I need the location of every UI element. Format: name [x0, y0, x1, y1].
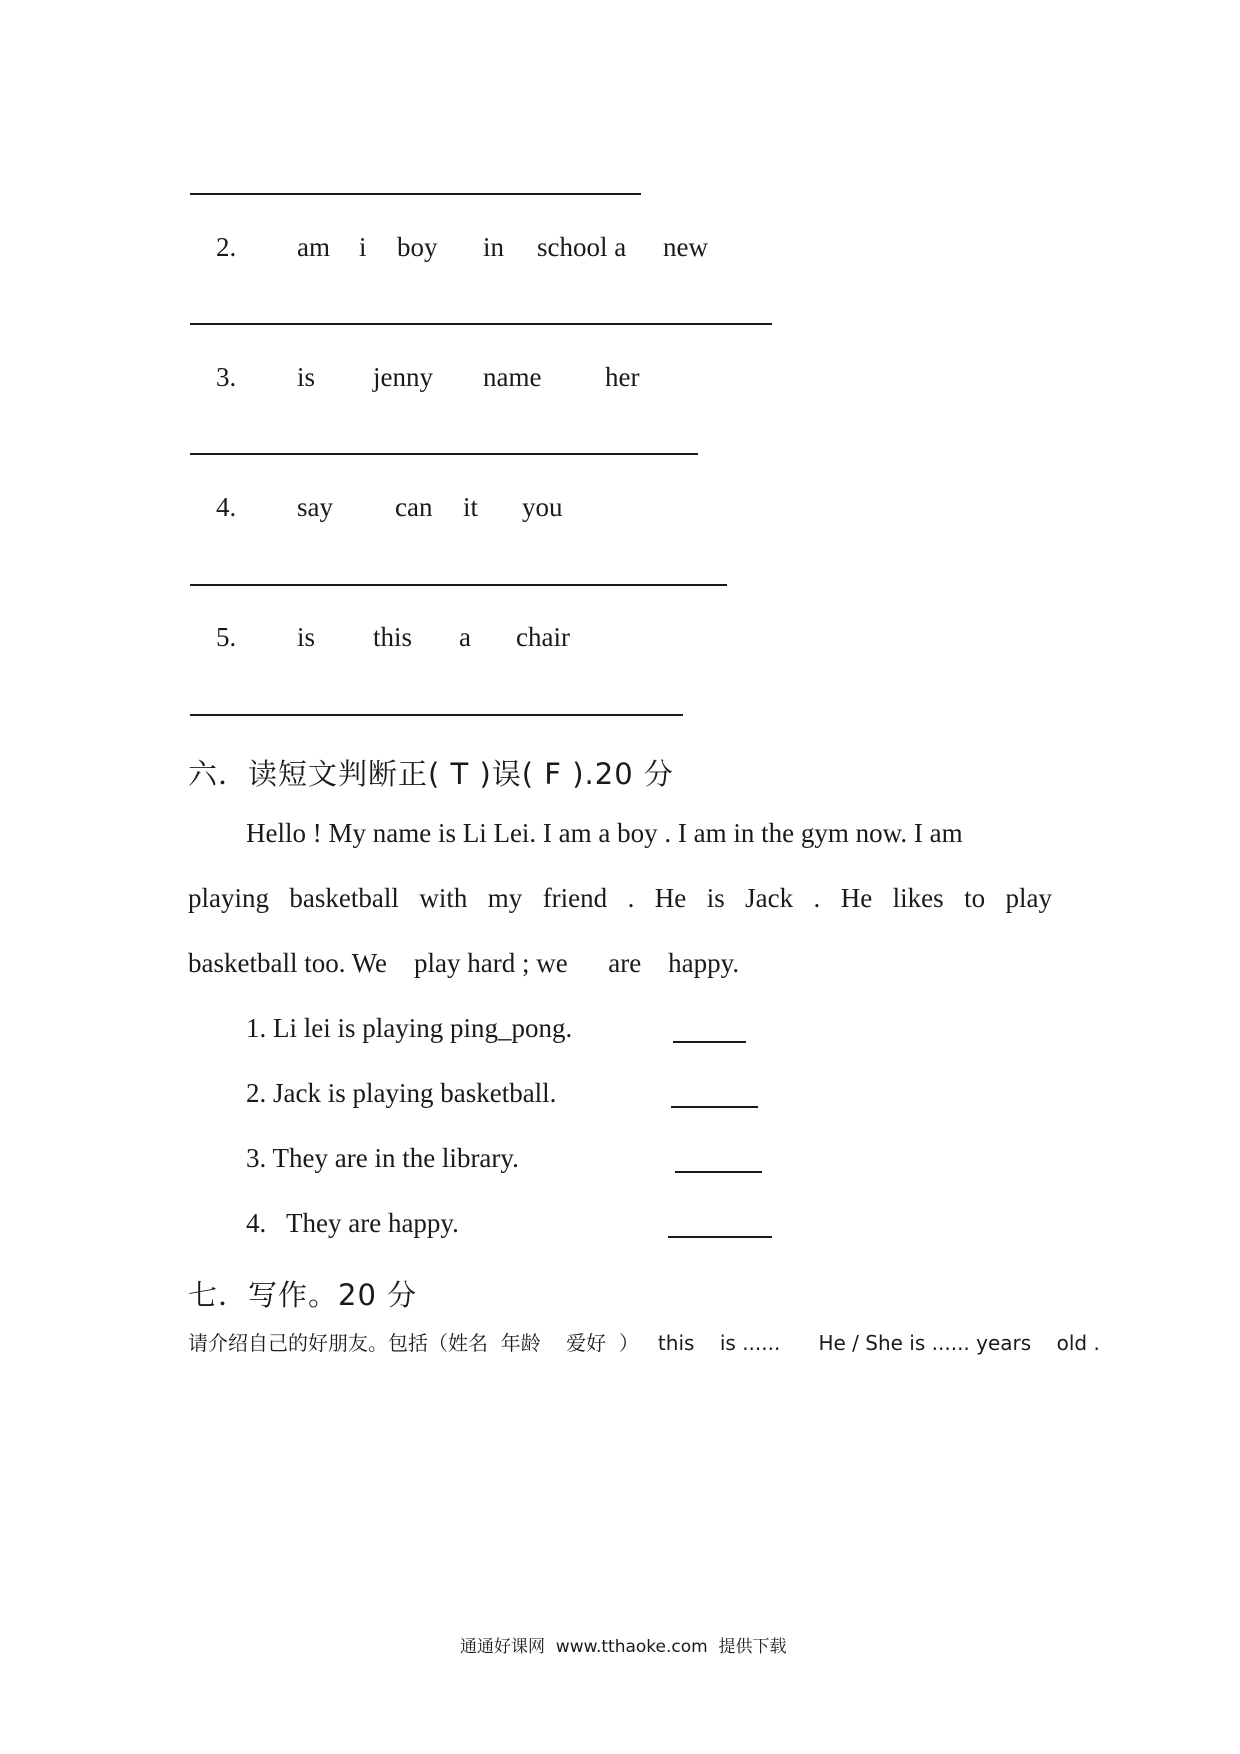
tf-item-2: 2. Jack is playing basketball. — [246, 1078, 557, 1108]
word: can — [395, 492, 433, 522]
tf-item-4: 4. They are happy. — [246, 1208, 459, 1238]
word: i — [359, 232, 367, 262]
item-number: 3. — [216, 362, 237, 392]
word: jenny — [373, 362, 433, 392]
word: school a — [537, 232, 627, 262]
word: is — [297, 362, 316, 392]
passage-line-2-text: playing basketball with my friend . He is Jack . He likes to play — [188, 883, 1052, 913]
tf-answer-blank-4[interactable] — [668, 1236, 772, 1238]
tf-item-3: 3. They are in the library. — [246, 1143, 519, 1173]
word: her — [605, 362, 640, 392]
section-7-heading: 七．写作。20 分 — [188, 1278, 418, 1312]
reorder-item-5 — [216, 622, 736, 658]
tf-answer-blank-1[interactable] — [673, 1041, 746, 1043]
answer-line-2[interactable] — [190, 323, 772, 325]
passage-line-1: Hello ! My name is Li Lei. I am a boy . I am in the gym now. I am — [246, 818, 963, 848]
word: new — [663, 232, 708, 262]
answer-line-5[interactable] — [190, 714, 683, 716]
word: in — [483, 232, 505, 262]
item-number: 5. — [216, 622, 237, 652]
footer-text: 通通好课网 www.tthaoke.com 提供下载 — [460, 1637, 787, 1657]
tf-answer-blank-3[interactable] — [675, 1171, 762, 1173]
word: you — [522, 492, 563, 522]
section-6-heading: 六．读短文判断正( T )误( F ).20 分 — [188, 757, 674, 791]
item-number: 2. — [216, 232, 237, 262]
word: chair — [516, 622, 570, 652]
passage-line-3: basketball too. We play hard ; we are happy. — [188, 948, 740, 978]
reorder-item-4 — [216, 492, 736, 528]
reorder-item-2 — [216, 232, 736, 268]
reorder-item-3 — [216, 362, 736, 398]
word: this — [373, 622, 413, 652]
word: am — [297, 232, 330, 262]
answer-line-3[interactable] — [190, 453, 698, 455]
word: say — [297, 492, 333, 522]
answer-line-1[interactable] — [190, 193, 641, 195]
tf-answer-blank-2[interactable] — [671, 1106, 758, 1108]
writing-instruction: 请介绍自己的好朋友。包括（姓名 年龄 爱好 ） this is ...... He / She is ...... years old . — [188, 1331, 1100, 1355]
word: a — [459, 622, 471, 652]
item-number: 4. — [216, 492, 237, 522]
answer-line-4[interactable] — [190, 584, 727, 586]
tf-item-1: 1. Li lei is playing ping_pong. — [246, 1013, 573, 1043]
word: boy — [397, 232, 438, 262]
word: is — [297, 622, 316, 652]
word: name — [483, 362, 542, 392]
word: it — [463, 492, 479, 522]
passage-line-2 — [188, 883, 1052, 923]
